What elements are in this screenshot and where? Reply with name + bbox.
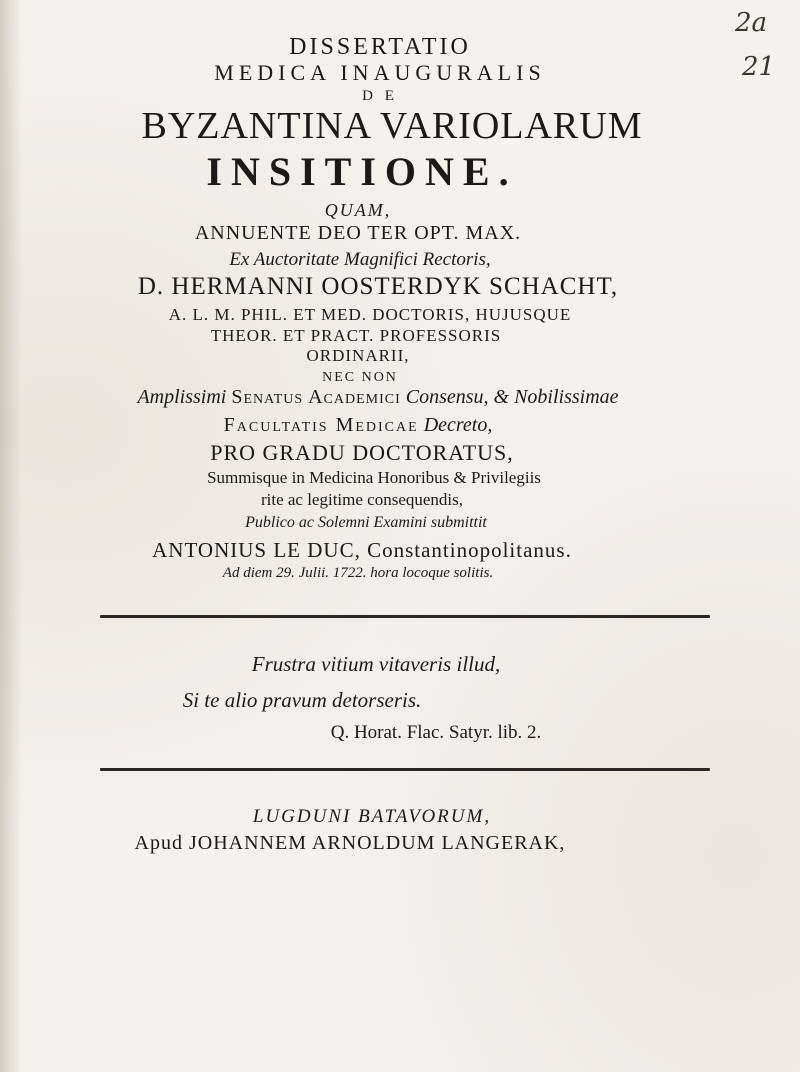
rector-titles-1: A. L. M. PHIL. ET MED. DOCTORIS, HUJUSQUE	[168, 305, 572, 324]
title-byzantina-variolarum: BYZANTINA VARIOLARUM	[141, 105, 643, 147]
senatus-academici: Senatus Academici	[231, 386, 401, 408]
epigraph-line-2: Si te alio pravum detorseris.	[182, 688, 422, 712]
rector-titles-3: ORDINARII,	[306, 346, 410, 365]
annuente-line: ANNUENTE DEO TER OPT. MAX.	[194, 222, 522, 244]
date-line: Ad diem 29. Julii. 1722. hora locoque solitis.	[222, 565, 494, 581]
quam-line: QUAM,	[324, 200, 392, 220]
title-medica-inauguralis: MEDICA INAUGURALIS	[214, 60, 546, 85]
senatus-amplissimi: Amplissimi	[137, 386, 227, 408]
handwritten-note-top: 2a	[735, 8, 768, 38]
rite-line: rite ac legitime consequendis,	[260, 490, 464, 509]
senatus-consensu: Consensu, & Nobilissimae	[405, 386, 619, 408]
title-dissertatio: DISSERTATIO	[289, 34, 471, 60]
epigraph-line-1: Frustra vitium vitaveris illud,	[251, 652, 501, 676]
divider-bottom	[100, 768, 710, 771]
nec-non: NEC NON	[322, 370, 398, 385]
rector-name: D. HERMANNI OOSTERDYK SCHACHT,	[137, 273, 619, 300]
imprint-printer: Apud JOHANNEM ARNOLDUM LANGERAK,	[134, 832, 566, 854]
epigraph-attribution: Q. Horat. Flac. Satyr. lib. 2.	[330, 722, 542, 743]
imprint-place: LUGDUNI BATAVORUM,	[252, 806, 492, 827]
summisque-line: Summisque in Medicina Honoribus & Privilegiis	[207, 468, 541, 487]
title-insitione: INSITIONE.	[206, 149, 518, 194]
author-line: ANTONIUS LE DUC, Constantinopolitanus.	[152, 538, 572, 562]
ex-auctoritate-line: Ex Auctoritate Magnifici Rectoris,	[229, 249, 491, 270]
facultatis-decreto: Decreto,	[423, 414, 493, 436]
rector-titles-2: THEOR. ET PRACT. PROFESSORIS	[210, 326, 502, 345]
divider-top	[100, 615, 710, 618]
senatus-line	[0, 386, 778, 409]
pro-gradu-line: PRO GRADU DOCTORATUS,	[210, 440, 514, 465]
publico-line: Publico ac Solemni Examini submittit	[245, 514, 487, 531]
handwritten-note-second: 21	[742, 52, 776, 82]
title-de: D E	[362, 88, 398, 104]
facultatis-medicae: Facultatis Medicae	[223, 414, 419, 436]
facultatis-line	[0, 414, 758, 437]
